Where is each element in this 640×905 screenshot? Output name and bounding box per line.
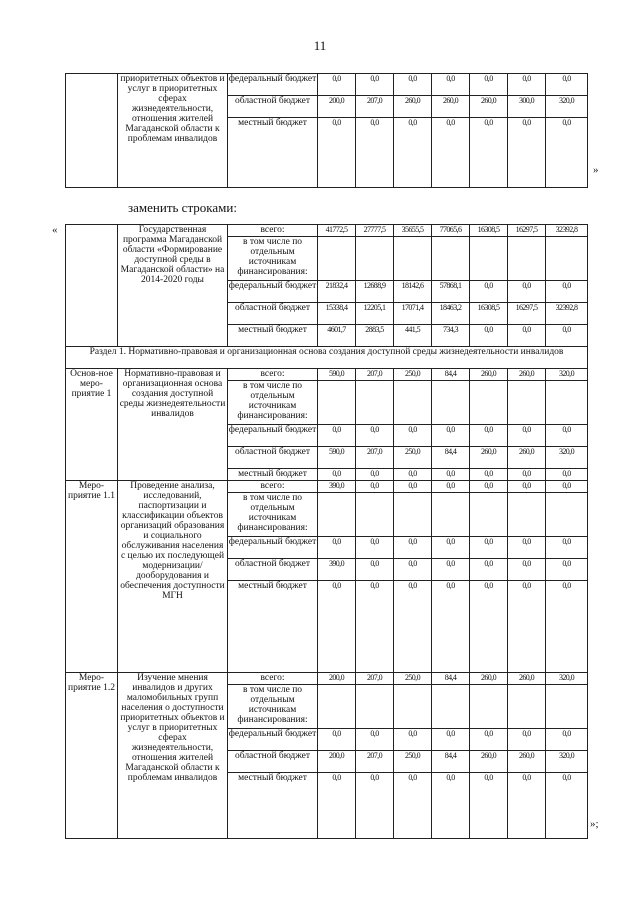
- amount-cell: 0,0: [318, 581, 356, 673]
- amount-cell: [318, 685, 356, 729]
- amount-cell: 0,0: [470, 773, 508, 839]
- amount-cell: 0,0: [318, 773, 356, 839]
- amount-cell: 0,0: [508, 773, 546, 839]
- opening-quote: «: [52, 224, 58, 236]
- funding-source: в том числе по отдельным источникам финансирования:: [228, 685, 318, 729]
- funding-source: всего:: [228, 481, 318, 493]
- amount-cell: 0,0: [394, 481, 432, 493]
- measure-1-row: [66, 369, 588, 381]
- amount-cell: 260,0: [508, 369, 546, 381]
- amount-cell: 2883,5: [356, 325, 394, 347]
- amount-cell: 16308,5: [470, 303, 508, 325]
- funding-source: всего:: [228, 673, 318, 685]
- funding-source: федеральный бюджет: [228, 281, 318, 303]
- amount-cell: 260,0: [470, 369, 508, 381]
- amount-cell: 0,0: [318, 729, 356, 751]
- funding-source: в том числе по отдельным источникам финансирования:: [228, 237, 318, 281]
- amount-cell: [432, 685, 470, 729]
- amount-cell: 200,0: [318, 751, 356, 773]
- amount-cell: 21832,4: [318, 281, 356, 303]
- amount-cell: 0,0: [470, 729, 508, 751]
- amount-cell: [470, 685, 508, 729]
- amount-cell: 0,0: [546, 581, 588, 673]
- amount-cell: 0,0: [356, 425, 394, 447]
- funding-source: федеральный бюджет: [228, 729, 318, 751]
- amount-cell: 0,0: [470, 325, 508, 347]
- program-label: [66, 225, 118, 347]
- amount-cell: 0,0: [356, 537, 394, 559]
- amount-cell: [432, 493, 470, 537]
- program-table: [65, 224, 588, 839]
- amount-cell: 0,0: [546, 425, 588, 447]
- amount-cell: 0,0: [546, 481, 588, 493]
- amount-cell: 0,0: [318, 469, 356, 481]
- amount-cell: 0,0: [394, 469, 432, 481]
- amount-cell: [432, 381, 470, 425]
- closing-quote-1: »: [593, 164, 599, 176]
- amount-cell: 260,0: [508, 673, 546, 685]
- amount-cell: 0,0: [508, 481, 546, 493]
- amount-cell: 0,0: [470, 559, 508, 581]
- amount-cell: 250,0: [394, 673, 432, 685]
- measure-2-row: [66, 481, 588, 493]
- funding-source: областной бюджет: [228, 751, 318, 773]
- amount-cell: 84,4: [432, 673, 470, 685]
- amount-cell: 0,0: [470, 118, 508, 188]
- section-title: Раздел 1. Нормативно-правовая и организационная основа создания доступной среды жизнедеятельности инвалидов: [66, 347, 588, 369]
- amount-cell: 0,0: [470, 425, 508, 447]
- amount-cell: 0,0: [432, 729, 470, 751]
- amount-cell: 0,0: [432, 118, 470, 188]
- amount-cell: 260,0: [508, 447, 546, 469]
- amount-cell: 0,0: [394, 118, 432, 188]
- amount-cell: 0,0: [394, 559, 432, 581]
- measure-3-label: Меро-приятие 1.2: [66, 673, 118, 839]
- amount-cell: 0,0: [318, 118, 356, 188]
- amount-cell: 57868,1: [432, 281, 470, 303]
- funding-source: областной бюджет: [228, 96, 318, 118]
- amount-cell: 18142,6: [394, 281, 432, 303]
- amount-cell: 0,0: [470, 74, 508, 96]
- amount-cell: 207,0: [356, 751, 394, 773]
- amount-cell: 390,0: [318, 481, 356, 493]
- amount-cell: 207,0: [356, 447, 394, 469]
- amount-cell: [432, 237, 470, 281]
- amount-cell: 32392,8: [546, 303, 588, 325]
- amount-cell: [356, 381, 394, 425]
- amount-cell: 734,3: [432, 325, 470, 347]
- amount-cell: [318, 237, 356, 281]
- amount-cell: 0,0: [546, 469, 588, 481]
- amount-cell: 0,0: [546, 537, 588, 559]
- amount-cell: 260,0: [470, 96, 508, 118]
- amount-cell: 300,0: [508, 96, 546, 118]
- amount-cell: 0,0: [356, 581, 394, 673]
- measure-1-name: Нормативно-правовая и организационная основа создания доступной среды жизнедеятельности инвалидов: [118, 369, 228, 481]
- amount-cell: 250,0: [394, 751, 432, 773]
- amount-cell: 0,0: [546, 118, 588, 188]
- amount-cell: 0,0: [508, 559, 546, 581]
- amount-cell: [508, 381, 546, 425]
- amount-cell: [394, 381, 432, 425]
- amount-cell: 0,0: [546, 281, 588, 303]
- amount-cell: 200,0: [318, 96, 356, 118]
- funding-source: местный бюджет: [228, 118, 318, 188]
- amount-cell: 590,0: [318, 447, 356, 469]
- amount-cell: 0,0: [432, 773, 470, 839]
- amount-cell: 320,0: [546, 369, 588, 381]
- amount-cell: [318, 381, 356, 425]
- funding-source: федеральный бюджет: [228, 74, 318, 96]
- top-block-name: приоритетных объектов и услуг в приоритетных сферах жизнедеятельности, отношения жителей Магаданской области к проблемам инвалидов: [118, 74, 228, 188]
- amount-cell: [356, 493, 394, 537]
- amount-cell: [546, 381, 588, 425]
- amount-cell: 35655,5: [394, 225, 432, 237]
- funding-source: областной бюджет: [228, 559, 318, 581]
- amount-cell: 0,0: [394, 581, 432, 673]
- amount-cell: 0,0: [432, 559, 470, 581]
- amount-cell: [470, 237, 508, 281]
- amount-cell: 260,0: [470, 673, 508, 685]
- amount-cell: 0,0: [394, 425, 432, 447]
- amount-cell: [546, 237, 588, 281]
- amount-cell: [356, 685, 394, 729]
- amount-cell: 16297,5: [508, 225, 546, 237]
- amount-cell: 0,0: [394, 773, 432, 839]
- amount-cell: 0,0: [356, 481, 394, 493]
- amount-cell: 320,0: [546, 751, 588, 773]
- amount-cell: 250,0: [394, 447, 432, 469]
- amount-cell: 0,0: [508, 581, 546, 673]
- amount-cell: [318, 493, 356, 537]
- amount-cell: 250,0: [394, 369, 432, 381]
- funding-source: местный бюджет: [228, 325, 318, 347]
- amount-cell: 27777,5: [356, 225, 394, 237]
- amount-cell: 32392,8: [546, 225, 588, 237]
- amount-cell: 0,0: [432, 581, 470, 673]
- amount-cell: 17071,4: [394, 303, 432, 325]
- amount-cell: [546, 493, 588, 537]
- amount-cell: 0,0: [394, 74, 432, 96]
- funding-source: областной бюджет: [228, 303, 318, 325]
- amount-cell: 320,0: [546, 673, 588, 685]
- program-row: [66, 225, 588, 237]
- amount-cell: 0,0: [546, 773, 588, 839]
- amount-cell: 0,0: [508, 469, 546, 481]
- section-row: [66, 347, 588, 369]
- amount-cell: 207,0: [356, 673, 394, 685]
- amount-cell: 0,0: [546, 559, 588, 581]
- amount-cell: 0,0: [508, 118, 546, 188]
- amount-cell: 390,0: [318, 559, 356, 581]
- amount-cell: 0,0: [356, 559, 394, 581]
- amount-cell: 0,0: [508, 325, 546, 347]
- amount-cell: [394, 237, 432, 281]
- amount-cell: 0,0: [508, 729, 546, 751]
- amount-cell: [394, 685, 432, 729]
- amount-cell: 200,0: [318, 673, 356, 685]
- measure-2-name: Проведение анализа, исследований, паспортизации и классификации объектов организаций образования и социального обслуживания населения с целью их последующей модернизации/дооборудования и обеспечения доступности МГН: [118, 481, 228, 673]
- amount-cell: 0,0: [356, 469, 394, 481]
- amount-cell: 0,0: [394, 729, 432, 751]
- amount-cell: 0,0: [432, 469, 470, 481]
- amount-cell: 16308,5: [470, 225, 508, 237]
- amount-cell: 0,0: [470, 481, 508, 493]
- replace-instruction: заменить строками:: [128, 200, 237, 215]
- amount-cell: 84,4: [432, 447, 470, 469]
- amount-cell: 84,4: [432, 369, 470, 381]
- amount-cell: 0,0: [356, 74, 394, 96]
- measure-3-row: [66, 673, 588, 685]
- funding-source: местный бюджет: [228, 469, 318, 481]
- amount-cell: 0,0: [508, 425, 546, 447]
- amount-cell: 0,0: [432, 537, 470, 559]
- amount-cell: 12688,9: [356, 281, 394, 303]
- amount-cell: 320,0: [546, 447, 588, 469]
- amount-cell: [508, 493, 546, 537]
- measure-2-label: Меро-приятие 1.1: [66, 481, 118, 673]
- amount-cell: 0,0: [318, 74, 356, 96]
- top-continuation-table: [65, 73, 588, 188]
- amount-cell: [470, 381, 508, 425]
- amount-cell: 0,0: [318, 537, 356, 559]
- amount-cell: 260,0: [508, 751, 546, 773]
- amount-cell: 0,0: [432, 74, 470, 96]
- amount-cell: 12205,1: [356, 303, 394, 325]
- amount-cell: 41772,5: [318, 225, 356, 237]
- funding-source: федеральный бюджет: [228, 537, 318, 559]
- funding-source: в том числе по отдельным источникам финансирования:: [228, 381, 318, 425]
- closing-quote-2: »;: [590, 818, 599, 830]
- amount-cell: 0,0: [356, 118, 394, 188]
- amount-cell: 0,0: [508, 281, 546, 303]
- amount-cell: 18463,2: [432, 303, 470, 325]
- amount-cell: 16297,5: [508, 303, 546, 325]
- funding-source: местный бюджет: [228, 773, 318, 839]
- funding-source: областной бюджет: [228, 447, 318, 469]
- funding-source: всего:: [228, 369, 318, 381]
- amount-cell: 0,0: [546, 325, 588, 347]
- funding-source: в том числе по отдельным источникам финансирования:: [228, 493, 318, 537]
- amount-cell: 0,0: [356, 729, 394, 751]
- funding-source: всего:: [228, 225, 318, 237]
- amount-cell: 0,0: [470, 469, 508, 481]
- amount-cell: 0,0: [508, 74, 546, 96]
- amount-cell: 0,0: [546, 74, 588, 96]
- amount-cell: [546, 685, 588, 729]
- amount-cell: 207,0: [356, 369, 394, 381]
- amount-cell: 15338,4: [318, 303, 356, 325]
- amount-cell: 441,5: [394, 325, 432, 347]
- amount-cell: 0,0: [356, 773, 394, 839]
- amount-cell: 84,4: [432, 751, 470, 773]
- amount-cell: 0,0: [318, 425, 356, 447]
- amount-cell: 4601,7: [318, 325, 356, 347]
- amount-cell: [356, 237, 394, 281]
- amount-cell: 590,0: [318, 369, 356, 381]
- amount-cell: 260,0: [432, 96, 470, 118]
- funding-source: местный бюджет: [228, 581, 318, 673]
- amount-cell: 260,0: [470, 751, 508, 773]
- amount-cell: [394, 493, 432, 537]
- amount-cell: 0,0: [508, 537, 546, 559]
- measure-3-name: Изучение мнения инвалидов и других маломобильных групп населения о доступности приоритетных объектов и услуг в приоритетных сферах жизнедеятельности, отношения жителей Магаданской области к проблемам инвалидов: [118, 673, 228, 839]
- amount-cell: [508, 237, 546, 281]
- measure-1-label: Основ-ное меро-приятие 1: [66, 369, 118, 481]
- amount-cell: 0,0: [470, 281, 508, 303]
- amount-cell: 0,0: [470, 537, 508, 559]
- top-block-label: [66, 74, 118, 188]
- amount-cell: 260,0: [394, 96, 432, 118]
- amount-cell: [470, 493, 508, 537]
- amount-cell: 260,0: [470, 447, 508, 469]
- amount-cell: 0,0: [432, 425, 470, 447]
- top-block-row: [66, 74, 588, 96]
- amount-cell: 0,0: [470, 581, 508, 673]
- amount-cell: [508, 685, 546, 729]
- page-number: 11: [313, 38, 327, 53]
- program-name: Государственная программа Магаданской области «Формирование доступной среды в Магаданской области» на 2014-2020 годы: [118, 225, 228, 347]
- funding-source: федеральный бюджет: [228, 425, 318, 447]
- amount-cell: 0,0: [546, 729, 588, 751]
- amount-cell: 207,0: [356, 96, 394, 118]
- amount-cell: 0,0: [394, 537, 432, 559]
- amount-cell: 320,0: [546, 96, 588, 118]
- amount-cell: 0,0: [432, 481, 470, 493]
- amount-cell: 77065,6: [432, 225, 470, 237]
